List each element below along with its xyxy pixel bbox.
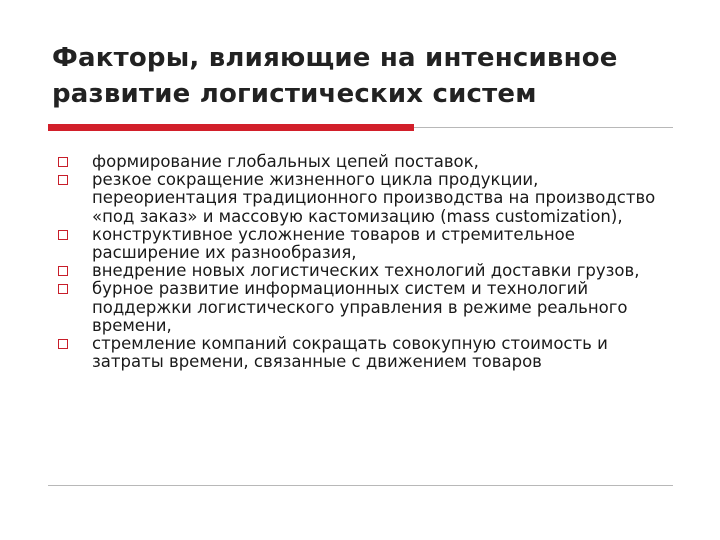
slide-title [52,40,692,112]
footer-divider-line [48,485,673,486]
bullet-item [58,153,673,171]
slide-title-line-1: Факторы, влияющие на интенсивное [52,43,618,73]
square-bullet-icon [58,284,68,294]
bullet-item [58,335,673,371]
bullet-text: формирование глобальных цепей поставок, [92,152,479,171]
slide-title-line-2: развитие логистических систем [52,79,537,109]
bullet-text: конструктивное усложнение товаров и стремительное расширение их разнообразия, [92,224,575,263]
bullet-item [58,262,673,280]
bullet-text: бурное развитие информационных систем и технологий поддержки логистического управления в режиме реального времени, [92,279,628,335]
square-bullet-icon [58,157,68,167]
bullet-list [58,153,673,371]
bullet-item [58,226,673,262]
bullet-item [58,280,673,335]
bullet-text: стремление компаний сокращать совокупную стоимость и затраты времени, связанные с движением товаров [92,334,608,372]
bullet-item [58,171,673,226]
square-bullet-icon [58,266,68,276]
title-accent-bar [48,124,414,131]
square-bullet-icon [58,339,68,349]
square-bullet-icon [58,230,68,240]
bullet-text: внедрение новых логистических технологий доставки грузов, [92,261,640,281]
square-bullet-icon [58,175,68,185]
bullet-text: резкое сокращение жизненного цикла продукции, переориентация традиционного производства на производство «под заказ» и массовую кастомизацию (mass customization), [92,170,656,226]
